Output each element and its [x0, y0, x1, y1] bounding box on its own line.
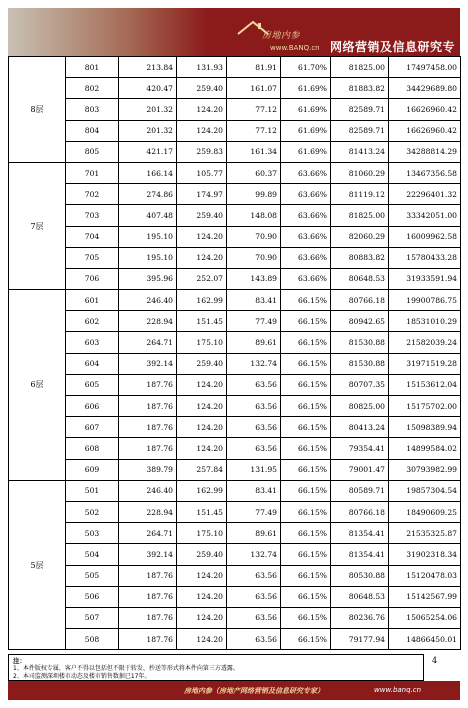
unit-number-cell: 804 — [66, 120, 119, 141]
table-cell: 15175702.00 — [389, 396, 461, 417]
table-cell: 66.15% — [281, 332, 331, 353]
floor-label: 8层 — [9, 57, 66, 163]
table-cell: 246.40 — [119, 290, 177, 311]
table-cell: 66.15% — [281, 501, 331, 522]
unit-number-cell: 602 — [66, 311, 119, 332]
table-cell: 14899584.02 — [389, 438, 461, 459]
table-cell: 187.76 — [119, 629, 177, 650]
table-cell: 421.17 — [119, 141, 177, 162]
table-row — [9, 501, 461, 522]
table-cell: 124.20 — [177, 99, 227, 120]
table-cell: 392.14 — [119, 353, 177, 374]
table-cell: 89.61 — [227, 523, 281, 544]
table-cell: 14866450.01 — [389, 629, 461, 650]
table-cell: 31902318.34 — [389, 544, 461, 565]
table-cell: 395.96 — [119, 268, 177, 289]
table-cell: 60.37 — [227, 162, 281, 183]
table-cell: 259.83 — [177, 141, 227, 162]
table-cell: 61.70% — [281, 57, 331, 78]
table-cell: 213.84 — [119, 57, 177, 78]
notes-label: 注： — [13, 657, 26, 665]
table-row — [9, 205, 461, 226]
table-cell: 89.61 — [227, 332, 281, 353]
table-cell: 82060.29 — [331, 226, 389, 247]
table-cell: 143.89 — [227, 268, 281, 289]
table-cell: 195.10 — [119, 226, 177, 247]
table-cell: 63.66% — [281, 184, 331, 205]
table-cell: 80236.76 — [331, 607, 389, 628]
table-cell: 124.20 — [177, 607, 227, 628]
table-row — [9, 184, 461, 205]
table-cell: 63.56 — [227, 396, 281, 417]
table-cell: 33342051.00 — [389, 205, 461, 226]
table-cell: 81825.00 — [331, 205, 389, 226]
table-cell: 105.77 — [177, 162, 227, 183]
table-cell: 264.71 — [119, 332, 177, 353]
table-cell: 161.07 — [227, 78, 281, 99]
unit-price-table — [8, 56, 461, 650]
unit-number-cell: 702 — [66, 184, 119, 205]
table-row — [9, 332, 461, 353]
table-cell: 63.56 — [227, 374, 281, 395]
table-cell: 30793982.99 — [389, 459, 461, 480]
table-cell: 63.66% — [281, 247, 331, 268]
table-cell: 124.20 — [177, 629, 227, 650]
table-cell: 162.99 — [177, 480, 227, 501]
table-cell: 124.20 — [177, 417, 227, 438]
header-gradient — [8, 8, 208, 56]
table-row — [9, 57, 461, 78]
table-cell: 201.32 — [119, 120, 177, 141]
table-cell: 34429689.80 — [389, 78, 461, 99]
table-row — [9, 120, 461, 141]
table-cell: 77.12 — [227, 99, 281, 120]
table-row — [9, 290, 461, 311]
table-cell: 66.15% — [281, 374, 331, 395]
table-cell: 259.40 — [177, 544, 227, 565]
unit-number-cell: 601 — [66, 290, 119, 311]
table-row — [9, 565, 461, 586]
table-cell: 80530.88 — [331, 565, 389, 586]
table-cell: 19900786.75 — [389, 290, 461, 311]
table-cell: 17497458.00 — [389, 57, 461, 78]
table-cell: 15142567.99 — [389, 586, 461, 607]
unit-number-cell: 701 — [66, 162, 119, 183]
table-cell: 187.76 — [119, 374, 177, 395]
table-cell: 31933591.94 — [389, 268, 461, 289]
table-cell: 124.20 — [177, 586, 227, 607]
table-cell: 21535325.87 — [389, 523, 461, 544]
unit-number-cell: 604 — [66, 353, 119, 374]
table-cell: 63.66% — [281, 268, 331, 289]
footer-brand: 房地内参（房地产网络营销及信息研究专家） — [184, 687, 324, 695]
table-cell: 131.95 — [227, 459, 281, 480]
table-cell: 13467356.58 — [389, 162, 461, 183]
table-row — [9, 586, 461, 607]
table-cell: 63.56 — [227, 586, 281, 607]
page-number: 4 — [432, 656, 438, 665]
table-cell: 187.76 — [119, 396, 177, 417]
table-cell: 66.15% — [281, 523, 331, 544]
table-cell: 124.20 — [177, 226, 227, 247]
notes-box — [8, 654, 424, 681]
table-cell: 77.49 — [227, 311, 281, 332]
table-cell: 80766.18 — [331, 501, 389, 522]
table-cell: 18531010.29 — [389, 311, 461, 332]
report-footer — [8, 681, 460, 700]
table-cell: 77.12 — [227, 120, 281, 141]
table-cell: 81883.82 — [331, 78, 389, 99]
table-cell: 79354.41 — [331, 438, 389, 459]
table-cell: 187.76 — [119, 607, 177, 628]
table-cell: 15120478.03 — [389, 565, 461, 586]
table-cell: 83.41 — [227, 290, 281, 311]
floor-label: 6层 — [9, 290, 66, 481]
table-cell: 81.91 — [227, 57, 281, 78]
table-cell: 81413.24 — [331, 141, 389, 162]
table-cell: 80648.53 — [331, 268, 389, 289]
unit-number-cell: 503 — [66, 523, 119, 544]
table-cell: 80707.35 — [331, 374, 389, 395]
floor-label: 7层 — [9, 162, 66, 289]
table-cell: 132.74 — [227, 353, 281, 374]
table-cell: 63.56 — [227, 565, 281, 586]
table-cell: 252.07 — [177, 268, 227, 289]
table-cell: 132.74 — [227, 544, 281, 565]
table-row — [9, 141, 461, 162]
table-cell: 175.10 — [177, 523, 227, 544]
table-cell: 63.56 — [227, 417, 281, 438]
table-cell: 63.56 — [227, 607, 281, 628]
unit-number-cell: 706 — [66, 268, 119, 289]
table-cell: 151.45 — [177, 501, 227, 522]
table-row — [9, 353, 461, 374]
table-row — [9, 523, 461, 544]
unit-number-cell: 705 — [66, 247, 119, 268]
table-cell: 228.94 — [119, 501, 177, 522]
table-row — [9, 226, 461, 247]
unit-number-cell: 508 — [66, 629, 119, 650]
table-cell: 124.20 — [177, 438, 227, 459]
table-row — [9, 78, 461, 99]
unit-number-cell: 608 — [66, 438, 119, 459]
table-cell: 66.15% — [281, 353, 331, 374]
table-cell: 124.20 — [177, 247, 227, 268]
table-cell: 124.20 — [177, 374, 227, 395]
table-cell: 420.47 — [119, 78, 177, 99]
table-cell: 16009962.58 — [389, 226, 461, 247]
table-row — [9, 480, 461, 501]
table-cell: 264.71 — [119, 523, 177, 544]
unit-number-cell: 505 — [66, 565, 119, 586]
table-cell: 80766.18 — [331, 290, 389, 311]
table-cell: 187.76 — [119, 438, 177, 459]
unit-number-cell: 507 — [66, 607, 119, 628]
footer-site: www.banq.cn — [374, 686, 422, 694]
table-cell: 80825.00 — [331, 396, 389, 417]
table-cell: 82589.71 — [331, 120, 389, 141]
table-cell: 15153612.04 — [389, 374, 461, 395]
table-cell: 61.69% — [281, 141, 331, 162]
table-cell: 16626960.42 — [389, 120, 461, 141]
logo-name: 房地内参 — [262, 31, 301, 41]
table-cell: 66.15% — [281, 565, 331, 586]
table-cell: 166.14 — [119, 162, 177, 183]
table-cell: 22296401.32 — [389, 184, 461, 205]
unit-number-cell: 703 — [66, 205, 119, 226]
table-cell: 259.40 — [177, 353, 227, 374]
table-cell: 66.15% — [281, 290, 331, 311]
unit-number-cell: 609 — [66, 459, 119, 480]
table-cell: 392.14 — [119, 544, 177, 565]
table-row — [9, 438, 461, 459]
table-cell: 389.79 — [119, 459, 177, 480]
unit-number-cell: 605 — [66, 374, 119, 395]
unit-number-cell: 501 — [66, 480, 119, 501]
table-cell: 228.94 — [119, 311, 177, 332]
table-cell: 274.86 — [119, 184, 177, 205]
table-cell: 83.41 — [227, 480, 281, 501]
table-cell: 61.69% — [281, 99, 331, 120]
table-cell: 66.15% — [281, 629, 331, 650]
table-cell: 148.08 — [227, 205, 281, 226]
table-cell: 80942.65 — [331, 311, 389, 332]
table-cell: 77.49 — [227, 501, 281, 522]
table-cell: 66.15% — [281, 417, 331, 438]
table-cell: 19857304.54 — [389, 480, 461, 501]
table-row — [9, 544, 461, 565]
table-cell: 81119.12 — [331, 184, 389, 205]
table-row — [9, 311, 461, 332]
table-row — [9, 396, 461, 417]
table-cell: 81354.41 — [331, 544, 389, 565]
note-line-2: 2、本司监测深圳楼市动态及楼市销售数据已17年。 — [13, 673, 151, 680]
logo-site: www.BANQ.cn — [270, 44, 320, 52]
table-cell: 63.56 — [227, 629, 281, 650]
table-cell: 21582039.24 — [389, 332, 461, 353]
table-body — [9, 57, 461, 650]
table-cell: 79177.94 — [331, 629, 389, 650]
unit-number-cell: 704 — [66, 226, 119, 247]
table-cell: 66.15% — [281, 607, 331, 628]
table-cell: 63.66% — [281, 162, 331, 183]
table-row — [9, 459, 461, 480]
table-cell: 66.15% — [281, 586, 331, 607]
table-cell: 131.93 — [177, 57, 227, 78]
header-title: 网络营销及信息研究专家 — [330, 40, 456, 71]
table-cell: 61.69% — [281, 120, 331, 141]
table-cell: 246.40 — [119, 480, 177, 501]
table-cell: 18490609.25 — [389, 501, 461, 522]
table-cell: 187.76 — [119, 565, 177, 586]
table-cell: 407.48 — [119, 205, 177, 226]
table-row — [9, 417, 461, 438]
table-cell: 82589.71 — [331, 99, 389, 120]
table-cell: 257.84 — [177, 459, 227, 480]
table-row — [9, 374, 461, 395]
table-cell: 187.76 — [119, 586, 177, 607]
table-cell: 70.90 — [227, 247, 281, 268]
table-cell: 124.20 — [177, 396, 227, 417]
table-cell: 124.20 — [177, 120, 227, 141]
table-cell: 61.69% — [281, 78, 331, 99]
table-cell: 201.32 — [119, 99, 177, 120]
table-row — [9, 247, 461, 268]
note-line-1: 1、本件版权专属，客户不得以包括但不限于转发、抄送等形式将本件向第三方透露。 — [13, 665, 239, 672]
unit-number-cell: 805 — [66, 141, 119, 162]
unit-number-cell: 802 — [66, 78, 119, 99]
table-row — [9, 268, 461, 289]
table-row — [9, 607, 461, 628]
table-cell: 195.10 — [119, 247, 177, 268]
table-cell: 66.15% — [281, 459, 331, 480]
unit-number-cell: 606 — [66, 396, 119, 417]
table-cell: 81530.88 — [331, 332, 389, 353]
table-cell: 66.15% — [281, 438, 331, 459]
table-cell: 63.66% — [281, 226, 331, 247]
table-cell: 15098389.94 — [389, 417, 461, 438]
table-cell: 66.15% — [281, 544, 331, 565]
table-cell: 81060.29 — [331, 162, 389, 183]
table-row — [9, 162, 461, 183]
table-cell: 161.34 — [227, 141, 281, 162]
unit-number-cell: 801 — [66, 57, 119, 78]
table-cell: 124.20 — [177, 565, 227, 586]
table-cell: 81825.00 — [331, 57, 389, 78]
table-cell: 175.10 — [177, 332, 227, 353]
table-cell: 16626960.42 — [389, 99, 461, 120]
table-cell: 80589.71 — [331, 480, 389, 501]
floor-label: 5层 — [9, 480, 66, 650]
table-cell: 34288814.29 — [389, 141, 461, 162]
table-cell: 70.90 — [227, 226, 281, 247]
unit-number-cell: 502 — [66, 501, 119, 522]
table-cell: 81354.41 — [331, 523, 389, 544]
table-cell: 151.45 — [177, 311, 227, 332]
table-row — [9, 99, 461, 120]
table-cell: 80648.53 — [331, 586, 389, 607]
table-cell: 81530.88 — [331, 353, 389, 374]
table-cell: 66.15% — [281, 480, 331, 501]
table-cell: 66.15% — [281, 396, 331, 417]
unit-number-cell: 504 — [66, 544, 119, 565]
table-cell: 80883.82 — [331, 247, 389, 268]
table-cell: 66.15% — [281, 311, 331, 332]
unit-number-cell: 506 — [66, 586, 119, 607]
table-cell: 99.89 — [227, 184, 281, 205]
table-cell: 31971519.28 — [389, 353, 461, 374]
table-cell: 259.40 — [177, 205, 227, 226]
table-cell: 15780433.28 — [389, 247, 461, 268]
unit-number-cell: 803 — [66, 99, 119, 120]
table-cell: 15065254.06 — [389, 607, 461, 628]
table-cell: 63.56 — [227, 438, 281, 459]
unit-number-cell: 607 — [66, 417, 119, 438]
table-cell: 80413.24 — [331, 417, 389, 438]
table-cell: 187.76 — [119, 417, 177, 438]
table-row — [9, 629, 461, 650]
table-cell: 174.97 — [177, 184, 227, 205]
table-cell: 79001.47 — [331, 459, 389, 480]
table-cell: 259.40 — [177, 78, 227, 99]
table-cell: 162.99 — [177, 290, 227, 311]
unit-number-cell: 603 — [66, 332, 119, 353]
table-cell: 63.66% — [281, 205, 331, 226]
